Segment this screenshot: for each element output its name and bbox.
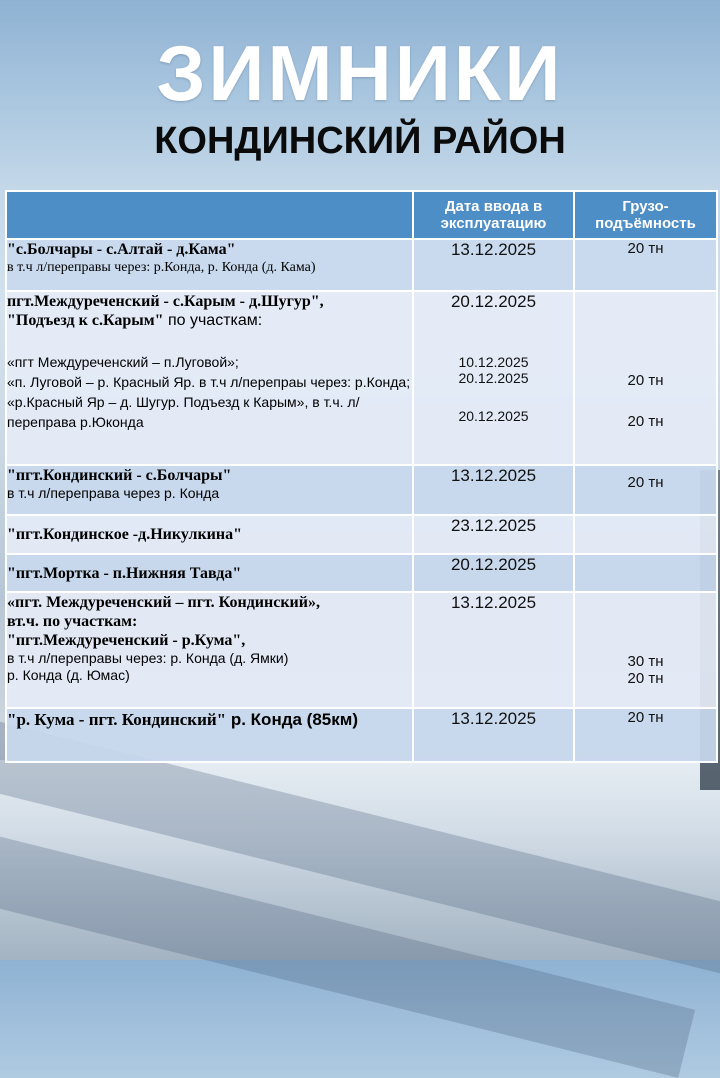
table-row bbox=[6, 554, 717, 592]
road-name: "с.Болчары - с.Алтай - д.Кама" bbox=[7, 241, 236, 258]
road-name: "р. Кума - пгт. Кондинский" р. Конда (85км) bbox=[7, 710, 358, 729]
road-cell bbox=[6, 291, 413, 465]
road-cell bbox=[6, 515, 413, 554]
road-name: «пгт. Междуреченский – пгт. Кондинский», bbox=[7, 594, 320, 611]
road-cell bbox=[6, 592, 413, 708]
date-cell: 13.12.2025 bbox=[413, 592, 574, 708]
page-subtitle: КОНДИНСКИЙ РАЙОН bbox=[154, 120, 566, 162]
road-note: в т.ч л/переправы через: р. Конда (д. Ямки) bbox=[7, 650, 289, 666]
road-note: в т.ч л/переправа через р. Конда bbox=[7, 485, 220, 501]
road-cell bbox=[6, 554, 413, 592]
table-row bbox=[6, 592, 717, 708]
table-row bbox=[6, 465, 717, 515]
date-cell: 13.12.2025 bbox=[413, 465, 574, 515]
road-name: "пгт.Кондинское -д.Никулкина" bbox=[7, 526, 242, 543]
road-name: "пгт.Мортка - п.Нижняя Тавда" bbox=[7, 565, 242, 582]
capacity-cell: 20 тн bbox=[574, 465, 717, 515]
table-row bbox=[6, 515, 717, 554]
road-cell bbox=[6, 465, 413, 515]
capacity-cell bbox=[574, 554, 717, 592]
date-main: 20.12.2025 bbox=[450, 292, 537, 311]
road-name: пгт.Междуреченский - с.Карым - д.Шугур", bbox=[7, 293, 324, 310]
road-cell bbox=[6, 708, 413, 762]
table-row bbox=[6, 708, 717, 762]
segment-item: «р.Красный Яр – д. Шугур. Подъезд к Карым», в т.ч. л/переправа р.Юконда bbox=[7, 394, 360, 430]
table-header-row bbox=[6, 191, 717, 239]
road-name-line2: "Подъезд к с.Карым" по участкам: bbox=[7, 312, 263, 329]
capacity-cell bbox=[574, 515, 717, 554]
segment-capacity: 30 тн bbox=[627, 653, 664, 670]
segment-capacity: 20 тн bbox=[627, 413, 664, 430]
segment-item: «п. Луговой – р. Красный Яр. в т.ч л/перепраы через: р.Конда; bbox=[7, 374, 411, 390]
date-cell: 13.12.2025 bbox=[413, 708, 574, 762]
capacity-cell bbox=[574, 592, 717, 708]
segment-date: 20.12.2025 bbox=[458, 408, 529, 424]
road-note: в т.ч л/переправы через: р.Конда, р. Конда (д. Кама) bbox=[7, 260, 316, 275]
segment-capacity: 20 тн bbox=[627, 670, 664, 687]
date-cell: 13.12.2025 bbox=[413, 239, 574, 291]
segment-date: 20.12.2025 bbox=[458, 370, 529, 386]
table-row bbox=[6, 239, 717, 291]
capacity-cell: 20 тн bbox=[574, 708, 717, 762]
header-road bbox=[6, 191, 413, 239]
page-title: ЗИМНИКИ bbox=[156, 29, 564, 117]
segment-item: «пгт Междуреченский – п.Луговой»; bbox=[7, 354, 239, 370]
segment-capacity: 20 тн bbox=[627, 372, 664, 389]
winter-roads-table bbox=[5, 190, 718, 763]
date-cell: 20.12.2025 bbox=[413, 554, 574, 592]
header-date: Дата ввода в эксплуатацию bbox=[413, 191, 574, 239]
road-name-line2: вт.ч. по участкам: bbox=[7, 613, 138, 630]
capacity-cell: 20 тн bbox=[574, 239, 717, 291]
road-name: "пгт.Кондинский - с.Болчары" bbox=[7, 467, 232, 484]
road-name-line3: "пгт.Междуреченский - р.Кума", bbox=[7, 632, 246, 649]
date-cell bbox=[413, 291, 574, 465]
segment-date: 10.12.2025 bbox=[458, 354, 529, 370]
road-cell bbox=[6, 239, 413, 291]
road-note: р. Конда (д. Юмас) bbox=[7, 667, 130, 683]
capacity-cell bbox=[574, 291, 717, 465]
date-cell: 23.12.2025 bbox=[413, 515, 574, 554]
table-row bbox=[6, 291, 717, 465]
header-capacity: Грузо-подъёмность bbox=[574, 191, 717, 239]
